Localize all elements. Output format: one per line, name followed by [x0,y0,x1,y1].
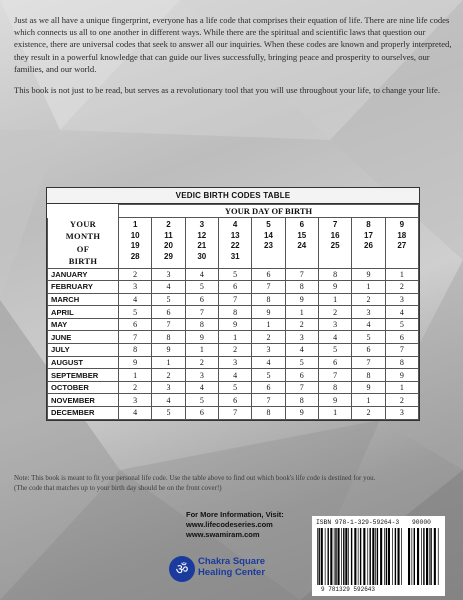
code-value: 6 [252,268,285,281]
code-value: 1 [218,331,251,344]
code-value: 1 [252,318,285,331]
svg-text:ॐ: ॐ [175,562,189,578]
day-number: 23 [264,241,273,250]
code-value: 9 [352,381,385,394]
code-value: 9 [285,407,318,420]
month-name: APRIL [48,306,119,319]
code-value: 8 [318,268,351,281]
day-number: 1 [132,220,138,229]
code-value: 5 [285,356,318,369]
day-column-3 [185,218,218,269]
code-value: 9 [352,268,385,281]
code-value: 9 [318,394,351,407]
chakra-square-logo [168,555,298,583]
barcode-bars-main [316,528,404,585]
code-value: 1 [152,356,185,369]
code-value: 4 [152,394,185,407]
month-name: OCTOBER [48,381,119,394]
code-value: 4 [318,331,351,344]
code-value: 5 [152,293,185,306]
day-number: 18 [397,230,407,240]
code-value: 9 [152,344,185,357]
table-row [48,306,419,319]
code-value: 8 [152,331,185,344]
isbn-barcode [312,516,445,596]
code-value: 3 [119,394,152,407]
table-row [48,356,419,369]
code-value: 6 [152,306,185,319]
month-label-line: MONTH [65,231,101,241]
code-value: 4 [185,268,218,281]
table-row [48,293,419,306]
code-value: 7 [385,344,418,357]
month-label-line: OF [76,243,90,254]
day-number: 17 [364,230,373,240]
month-name: MAY [48,318,119,331]
code-value: 6 [119,318,152,331]
day-column-4 [218,218,251,269]
birth-codes-table [46,187,420,421]
day-number: 10 [130,230,140,240]
code-value: 1 [385,381,418,394]
logo-line-2: Healing Center [198,567,266,578]
barcode-number-text: 9 781329 592643 [321,586,376,593]
day-of-birth-header: YOUR DAY OF BIRTH [119,205,419,218]
code-value: 1 [318,293,351,306]
code-value: 7 [352,356,385,369]
code-value: 3 [152,268,185,281]
code-value: 8 [119,344,152,357]
month-name: SEPTEMBER [48,369,119,382]
more-info-block [186,510,284,540]
day-number: 19 [130,241,140,250]
code-value: 4 [185,381,218,394]
day-number: 5 [266,220,271,229]
code-value: 9 [185,331,218,344]
code-value: 6 [218,394,251,407]
day-number: 9 [399,220,405,229]
table-body [48,268,419,419]
code-value: 2 [185,356,218,369]
month-name: JANUARY [48,268,119,281]
code-value: 1 [119,369,152,382]
code-value: 4 [352,318,385,331]
code-value: 4 [119,407,152,420]
code-value: 7 [218,407,251,420]
code-value: 2 [119,381,152,394]
code-value: 4 [385,306,418,319]
code-value: 1 [385,268,418,281]
code-value: 8 [352,369,385,382]
day-column-5 [252,218,285,269]
table-row [48,407,419,420]
code-value: 9 [385,369,418,382]
code-value: 2 [119,268,152,281]
code-value: 2 [352,407,385,420]
month-name: JULY [48,344,119,357]
code-value: 1 [318,407,351,420]
code-value: 6 [252,381,285,394]
table-row [48,381,419,394]
code-value: 2 [385,394,418,407]
code-value: 7 [218,293,251,306]
code-value: 7 [119,331,152,344]
code-value: 3 [318,318,351,331]
table-row [48,318,419,331]
month-name: NOVEMBER [48,394,119,407]
code-value: 1 [352,394,385,407]
day-number: 2 [166,220,171,229]
day-number: 22 [230,241,240,250]
day-number: 7 [332,220,338,229]
om-symbol-icon [168,555,196,583]
table-row [48,281,419,294]
code-value: 3 [218,356,251,369]
code-value: 7 [285,381,318,394]
note-line-2: (The code that matches up to your birth day should be on the front cover!) [14,484,222,493]
day-number: 12 [197,230,207,240]
table-title: VEDIC BIRTH CODES TABLE [47,188,419,204]
code-value: 9 [285,293,318,306]
code-value: 9 [218,318,251,331]
barcode-bars-addon [407,528,441,585]
code-value: 8 [252,293,285,306]
day-number: 6 [299,220,305,229]
month-label-line: BIRTH [68,256,98,266]
code-value: 3 [152,381,185,394]
table-row [48,344,419,357]
code-value: 4 [252,356,285,369]
code-value: 5 [185,394,218,407]
code-value: 8 [385,356,418,369]
note-line-1: Note: This book is meant to fit your personal life code. Use the table above to find out which book's life code is destined for you. [14,474,376,482]
code-value: 1 [185,344,218,357]
code-value: 8 [252,407,285,420]
month-name: JUNE [48,331,119,344]
code-value: 6 [185,293,218,306]
code-value: 7 [185,306,218,319]
day-number: 15 [297,230,307,240]
code-value: 4 [285,344,318,357]
code-value: 5 [218,268,251,281]
month-name: DECEMBER [48,407,119,420]
code-value: 1 [352,281,385,294]
day-number: 11 [164,230,173,240]
code-value: 6 [218,281,251,294]
intro-paragraph-1: Just as we all have a unique fingerprint, everyone has a life code that comprises their equation of life. There are nine life codes which connects us all to one another in different ways. While there are the spiritual and scientific laws that question our existence, there are universal codes that seek to answer all our inquiries. When these codes are known and properly interpreted, they result in a powerful knowledge that can guide our lives successfully, bringing peace and prosperity to ourselves, our families, and our world. [14,15,452,74]
day-column-8 [352,218,385,269]
month-of-birth-label [48,218,119,269]
code-value: 2 [318,306,351,319]
month-label-line: YOUR [69,218,97,229]
day-number: 8 [366,220,371,229]
code-value: 3 [385,407,418,420]
day-number: 3 [199,220,205,229]
table-row [48,369,419,382]
code-value: 3 [252,344,285,357]
day-number: 20 [164,241,173,250]
code-value: 2 [218,344,251,357]
code-value: 7 [152,318,185,331]
day-number: 24 [297,241,307,250]
day-number: 27 [397,241,407,250]
table-row [48,331,419,344]
code-value: 5 [119,306,152,319]
code-value: 6 [352,344,385,357]
day-column-7 [318,218,351,269]
code-value: 4 [119,293,152,306]
day-number: 16 [330,230,340,240]
day-number: 4 [232,220,238,229]
code-value: 9 [119,356,152,369]
note-text [14,473,454,493]
code-value: 7 [285,268,318,281]
table-row [48,394,419,407]
code-value: 5 [252,369,285,382]
website-link-1[interactable]: www.lifecodeseries.com [186,520,273,529]
code-value: 6 [185,407,218,420]
code-value: 5 [152,407,185,420]
code-value: 7 [318,369,351,382]
day-number: 14 [264,230,273,240]
day-column-9 [385,218,418,269]
code-value: 2 [152,369,185,382]
day-column-6 [285,218,318,269]
month-name: FEBRUARY [48,281,119,294]
code-value: 6 [385,331,418,344]
day-number: 30 [197,251,207,261]
month-name: AUGUST [48,356,119,369]
code-value: 8 [318,381,351,394]
day-number: 25 [330,241,340,250]
code-value: 6 [285,369,318,382]
code-value: 7 [252,281,285,294]
website-link-2[interactable]: www.swamiram.com [186,530,260,539]
code-value: 2 [352,293,385,306]
code-value: 9 [252,306,285,319]
code-value: 3 [285,331,318,344]
day-column-2 [152,218,185,269]
code-value: 1 [285,306,318,319]
day-number: 26 [364,241,373,250]
logo-line-1: Chakra Square [198,556,266,567]
day-number: 21 [197,241,207,250]
code-value: 2 [285,318,318,331]
code-value: 3 [185,369,218,382]
intro-paragraph-2: This book is not just to be read, but serves as a revolutionary tool that you will use throughout your life, to change your life. [14,85,441,96]
code-value: 3 [385,293,418,306]
code-value: 8 [218,306,251,319]
day-number: 31 [230,251,240,261]
more-info-heading: For More Information, Visit: [186,510,284,519]
day-number: 28 [130,251,140,261]
code-value: 3 [352,306,385,319]
code-value: 5 [318,344,351,357]
day-columns-header-row [48,218,419,269]
code-value: 5 [185,281,218,294]
code-value: 5 [385,318,418,331]
intro-text [14,14,452,105]
empty-corner [48,205,119,218]
day-number: 13 [230,230,240,240]
code-value: 2 [385,281,418,294]
code-value: 2 [252,331,285,344]
code-value: 8 [285,281,318,294]
price-code-text: 90000 [412,519,431,526]
day-number: 29 [164,251,173,261]
code-value: 5 [352,331,385,344]
month-name: MARCH [48,293,119,306]
code-value: 8 [285,394,318,407]
code-value: 3 [119,281,152,294]
table-row [48,268,419,281]
code-value: 4 [218,369,251,382]
day-column-1 [119,218,152,269]
code-value: 6 [318,356,351,369]
code-value: 9 [318,281,351,294]
code-value: 5 [218,381,251,394]
code-value: 7 [252,394,285,407]
code-value: 8 [185,318,218,331]
code-value: 4 [152,281,185,294]
isbn-text: ISBN 978-1-329-59264-3 [316,519,400,526]
